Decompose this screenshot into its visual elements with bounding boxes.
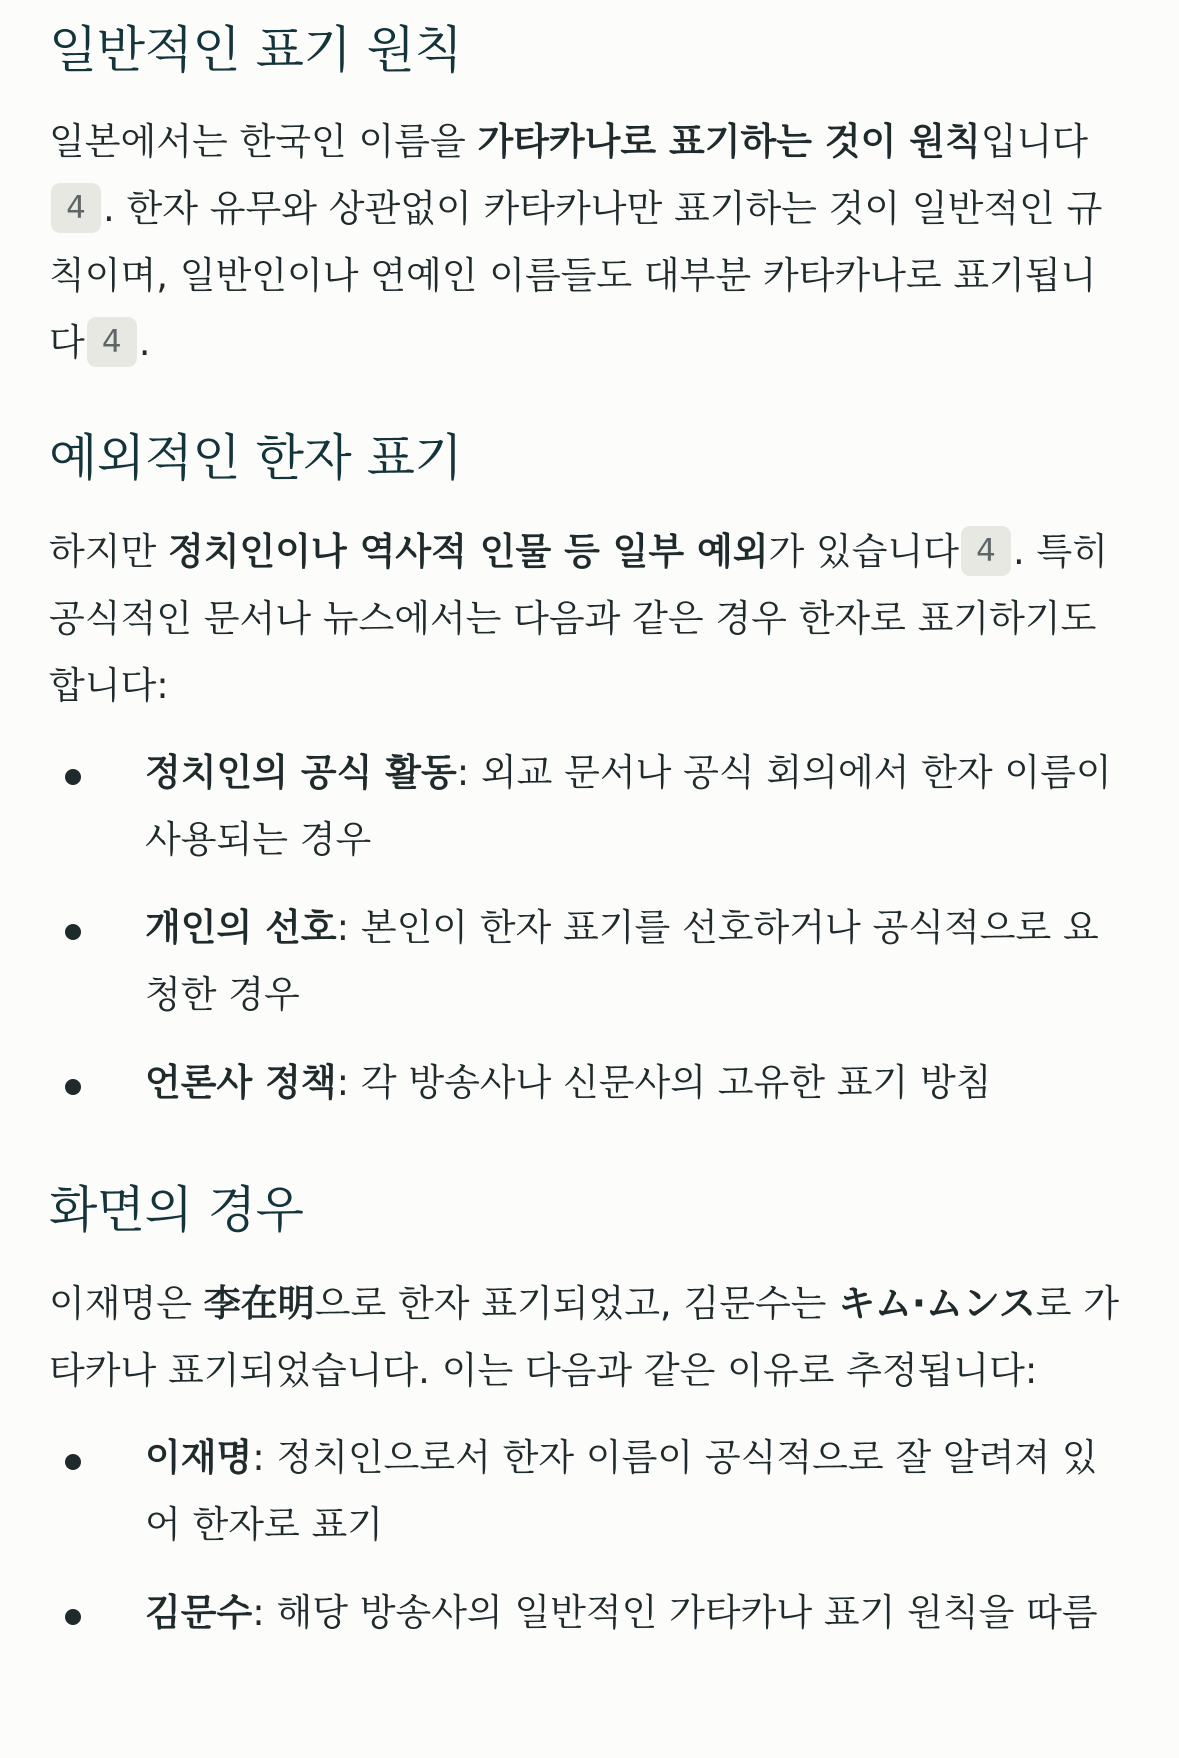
bold-text: 李在明 xyxy=(203,1282,315,1325)
bullet-icon xyxy=(65,1079,81,1095)
list-item xyxy=(49,739,1127,873)
text-run: . 특히 공식적인 문서나 뉴스에서는 다음과 같은 경우 한자로 표기하기도 합니다: xyxy=(49,530,1109,707)
list-item-text: : 정치인으로서 한자 이름이 공식적으로 잘 알려져 있어 한자로 표기 xyxy=(145,1436,1098,1546)
text-run: . 한자 유무와 상관없이 카타카나만 표기하는 것이 일반적인 규칙이며, 일반인이나 연예인 이름들도 대부분 카타카나로 표기됩니다 xyxy=(49,187,1103,364)
list-item xyxy=(49,1424,1127,1558)
bullet-icon xyxy=(65,1454,81,1470)
bullet-icon xyxy=(65,924,81,940)
list-item xyxy=(49,1579,1127,1646)
bold-text: キム·ムンス xyxy=(838,1282,1036,1325)
bold-text: 정치인이나 역사적 인물 등 일부 예외 xyxy=(168,530,769,573)
paragraph-exception xyxy=(49,518,1127,719)
citation-badge[interactable]: 4 xyxy=(51,183,101,233)
list-item-text: : 해당 방송사의 일반적인 가타카나 표기 원칙을 따름 xyxy=(252,1591,1098,1634)
citation-badge[interactable]: 4 xyxy=(87,317,137,367)
list-item-text: : 외교 문서나 공식 회의에서 한자 이름이 사용되는 경우 xyxy=(145,751,1112,861)
text-run: . xyxy=(138,321,151,364)
text-run: 일본에서는 한국인 이름을 xyxy=(49,120,478,163)
bullet-icon xyxy=(65,1609,81,1625)
text-run: 하지만 xyxy=(49,530,168,573)
list-item-text: : 본인이 한자 표기를 선호하거나 공식적으로 요청한 경우 xyxy=(145,906,1099,1016)
section-heading-exception: 예외적인 한자 표기 xyxy=(49,429,463,487)
bold-text: 가타카나로 표기하는 것이 원칙 xyxy=(477,120,981,163)
list-item-text: : 각 방송사나 신문사의 고유한 표기 방침 xyxy=(336,1061,992,1104)
text-run: 로 가타카나 표기되었습니다. 이는 다음과 같은 이유로 추정됩니다: xyxy=(49,1282,1120,1392)
paragraph-general xyxy=(49,108,1127,376)
citation-badge[interactable]: 4 xyxy=(961,526,1011,576)
list-item-label: 김문수 xyxy=(145,1591,253,1634)
text-run: 이재명은 xyxy=(49,1282,204,1325)
text-run: 입니다 xyxy=(980,120,1088,163)
list-item xyxy=(49,894,1127,1028)
answer-content xyxy=(0,20,1179,1646)
text-run: 으로 한자 표기되었고, 김문수는 xyxy=(314,1282,839,1325)
list-item-label: 개인의 선호 xyxy=(145,906,337,949)
screen-list xyxy=(49,1424,1127,1646)
paragraph-screen xyxy=(49,1270,1127,1404)
list-item-label: 정치인의 공식 활동 xyxy=(145,751,457,794)
list-item-label: 이재명 xyxy=(145,1436,253,1479)
section-heading-screen: 화면의 경우 xyxy=(49,1181,304,1239)
bullet-icon xyxy=(65,769,81,785)
section-heading-general: 일반적인 표기 원칙 xyxy=(49,21,463,79)
text-run: 가 있습니다 xyxy=(768,530,960,573)
list-item xyxy=(49,1049,1127,1116)
list-item-label: 언론사 정책 xyxy=(145,1061,337,1104)
exception-list xyxy=(49,739,1127,1116)
